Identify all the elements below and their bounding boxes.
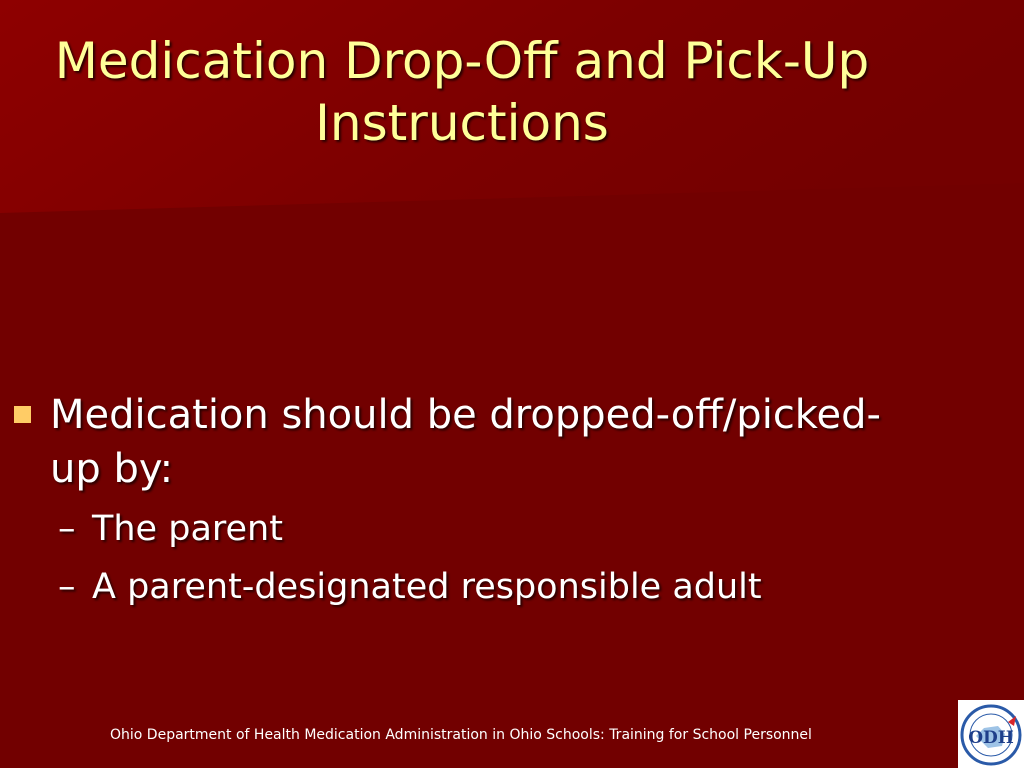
bullet-text: Medication should be dropped-off/picked-up by: xyxy=(50,392,881,492)
odh-seal-icon xyxy=(958,700,1024,768)
sub-bullet-list xyxy=(14,500,914,616)
odh-logo xyxy=(958,700,1024,768)
logo-text: ODH xyxy=(968,728,1014,748)
dash-bullet-icon: – xyxy=(58,509,76,549)
sub-bullet-item xyxy=(58,558,914,616)
slide-footer: Ohio Department of Health Medication Administration in Ohio Schools: Training for School Personnel xyxy=(110,727,812,743)
sub-bullet-item xyxy=(58,500,914,558)
sub-bullet-text: A parent-designated responsible adult xyxy=(92,567,762,607)
square-bullet-icon xyxy=(14,406,31,423)
slide-title xyxy=(0,30,924,154)
sub-bullet-text: The parent xyxy=(92,509,283,549)
slide-title-line-2: Instructions xyxy=(315,94,609,152)
dash-bullet-icon: – xyxy=(58,567,76,607)
slide-title-line-1: Medication Drop-Off and Pick-Up xyxy=(54,32,870,90)
bullet-item xyxy=(14,388,914,496)
slide-body xyxy=(14,388,914,616)
